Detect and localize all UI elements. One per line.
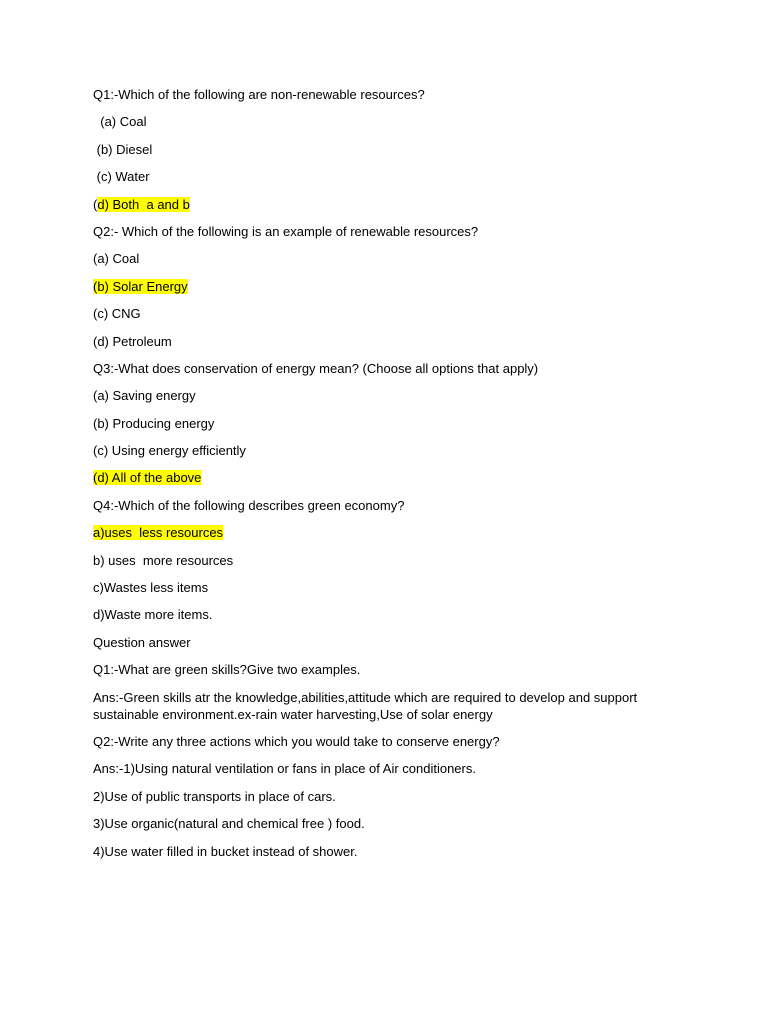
mcq-q3-option-d [93,469,683,486]
qa-q1-question: Q1:-What are green skills?Give two examples. [93,662,361,678]
mcq-q3-option-a: (a) Saving energy [93,388,196,404]
mcq-q2-question: Q2:- Which of the following is an example of renewable resources? [93,223,479,239]
mcq-q3-question: Q3:-What does conservation of energy mean? (Choose all options that apply) [93,360,539,376]
qa-q2-answer-4: 4)Use water filled in bucket instead of shower. [93,843,358,859]
mcq-q4-option-a [93,524,683,541]
mcq-q4-option-d: d)Waste more items. [93,607,213,623]
mcq-q2-option-c: (c) CNG [93,306,141,322]
mcq-q4-option-c: c)Wastes less items [93,580,209,596]
qa-q2-question: Q2:-Write any three actions which you would take to conserve energy? [93,733,500,749]
mcq-q1-question: Q1:-Which of the following are non-renewable resources? [93,87,425,102]
mcq-q2-option-d: (d) Petroleum [93,333,172,349]
qa-q2-answer-1: Ans:-1)Using natural ventilation or fans in place of Air conditioners. [93,761,476,777]
mcq-q1-answer-highlight: d) Both a and b [97,196,190,212]
document-page [93,86,683,870]
qa-q2-answer-2: 2)Use of public transports in place of cars. [93,788,336,804]
mcq-q2-answer-highlight: (b) Solar Energy [93,278,188,294]
mcq-q1-option-b: (b) Diesel [93,141,153,157]
mcq-q3-answer-highlight: (d) All of the above [93,470,202,486]
mcq-q4-answer-highlight: a)uses less resources [93,525,224,541]
qa-heading: Question answer [93,634,191,650]
mcq-q3-option-c: (c) Using energy efficiently [93,443,246,459]
mcq-q1-option-a: (a) Coal [93,114,147,130]
qa-q1-answer: Ans:-Green skills atr the knowledge,abilities,attitude which are required to develop and support sustainable environment.ex-rain water harvesting,Use of solar energy [93,689,638,722]
mcq-q2-option-b [93,278,683,295]
mcq-q1-option-d-prefix: ( [93,196,98,212]
mcq-q2-option-a: (a) Coal [93,251,140,267]
mcq-q4-option-b: b) uses more resources [93,552,234,568]
mcq-q3-option-b: (b) Producing energy [93,415,215,431]
qa-q2-answer-3: 3)Use organic(natural and chemical free ) food. [93,816,365,832]
mcq-q4-question: Q4:-Which of the following describes green economy? [93,497,405,513]
mcq-q1-option-d [93,196,683,213]
mcq-q1-option-c: (c) Water [93,169,150,185]
